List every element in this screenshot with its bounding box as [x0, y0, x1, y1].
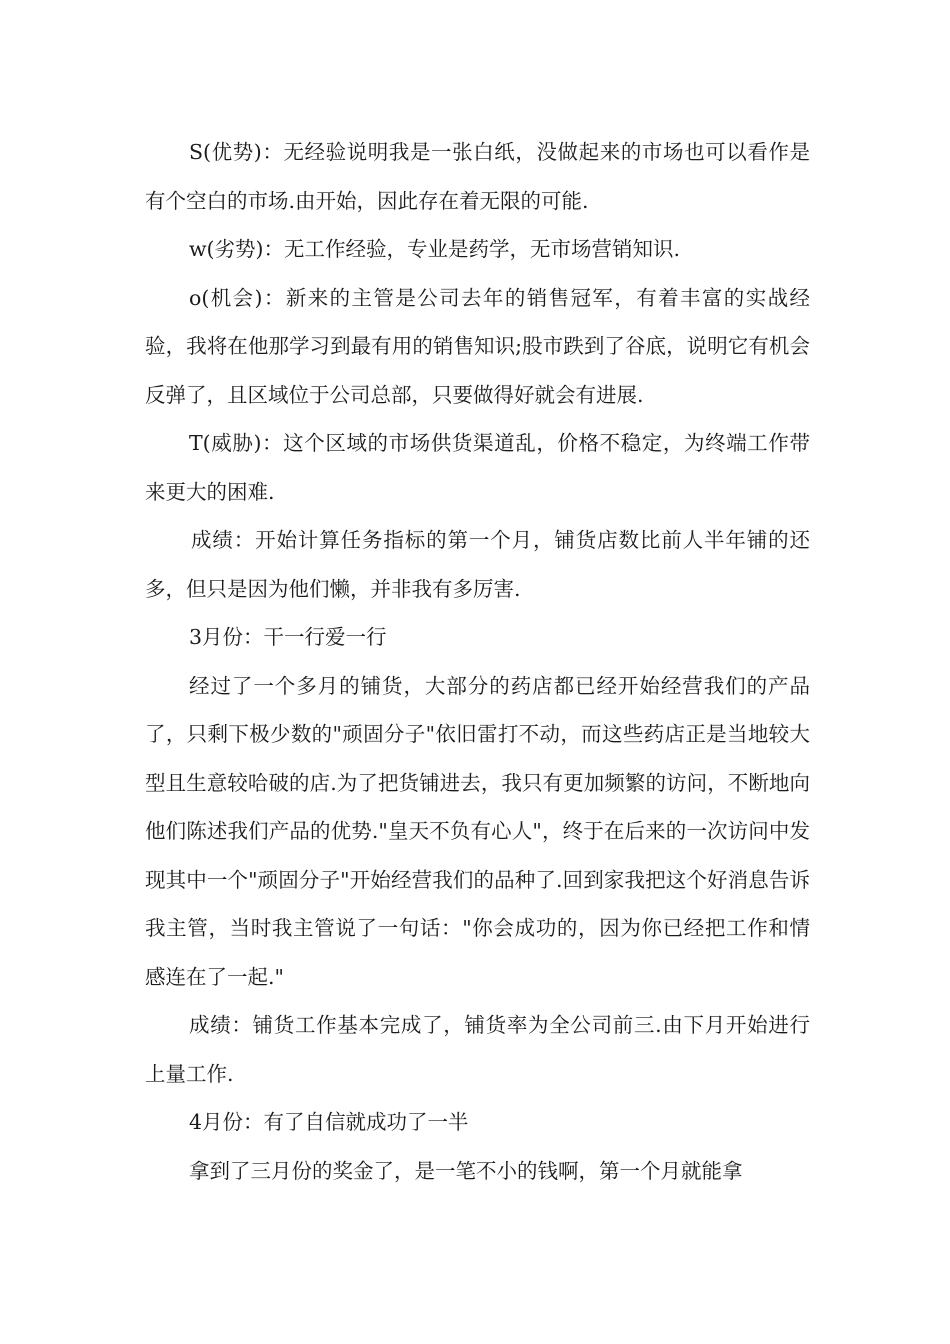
paragraph-threats: T(威胁)：这个区域的市场供货渠道乱，价格不稳定，为终端工作带来更大的困难. — [145, 431, 810, 504]
paragraph-opportunities: o(机会)：新来的主管是公司去年的销售冠军，有着丰富的实战经验，我将在他那学习到最有用的销售知识;股市跌到了谷底，说明它有机会反弹了，且区域位于公司总部，只要做得好就会有进展. — [145, 285, 810, 407]
paragraph-march-body: 经过了一个多月的铺货，大部分的药店都已经开始经营我们的产品了，只剩下极少数的"顽固分子"依旧雷打不动，而这些药店正是当地较大型且生意较哈破的店.为了把货铺进去，我只有更加频繁的访问，不断地向他们陈述我们产品的优势."皇天不负有心人"，终于在后来的一次访问中发现其中一个"顽固分子"开始经营我们的品种了.回到家我把这个好消息告诉我主管，当时我主管说了一句话："你会成功的，因为你已经把工作和情感连在了一起." — [145, 673, 810, 989]
paragraph-strengths: S(优势)：无经验说明我是一张白纸，没做起来的市场也可以看作是有个空白的市场.由开始，因此存在着无限的可能. — [145, 140, 810, 213]
document-body — [145, 128, 810, 1195]
paragraph-result-march: 成绩：铺货工作基本完成了，铺货率为全公司前三.由下月开始进行上量工作. — [145, 1013, 810, 1086]
heading-april: 4月份：有了自信就成功了一半 — [189, 1110, 469, 1134]
paragraph-result-month-2: 成绩：开始计算任务指标的第一个月，铺货店数比前人半年铺的还多，但只是因为他们懒，并非我有多厉害. — [145, 528, 810, 601]
paragraph-april-body: 拿到了三月份的奖金了，是一笔不小的钱啊，第一个月就能拿 — [189, 1158, 743, 1183]
paragraph-weaknesses: w(劣势)：无工作经验，专业是药学，无市场营销知识. — [189, 237, 681, 261]
heading-march: 3月份：干一行爱一行 — [189, 625, 387, 649]
